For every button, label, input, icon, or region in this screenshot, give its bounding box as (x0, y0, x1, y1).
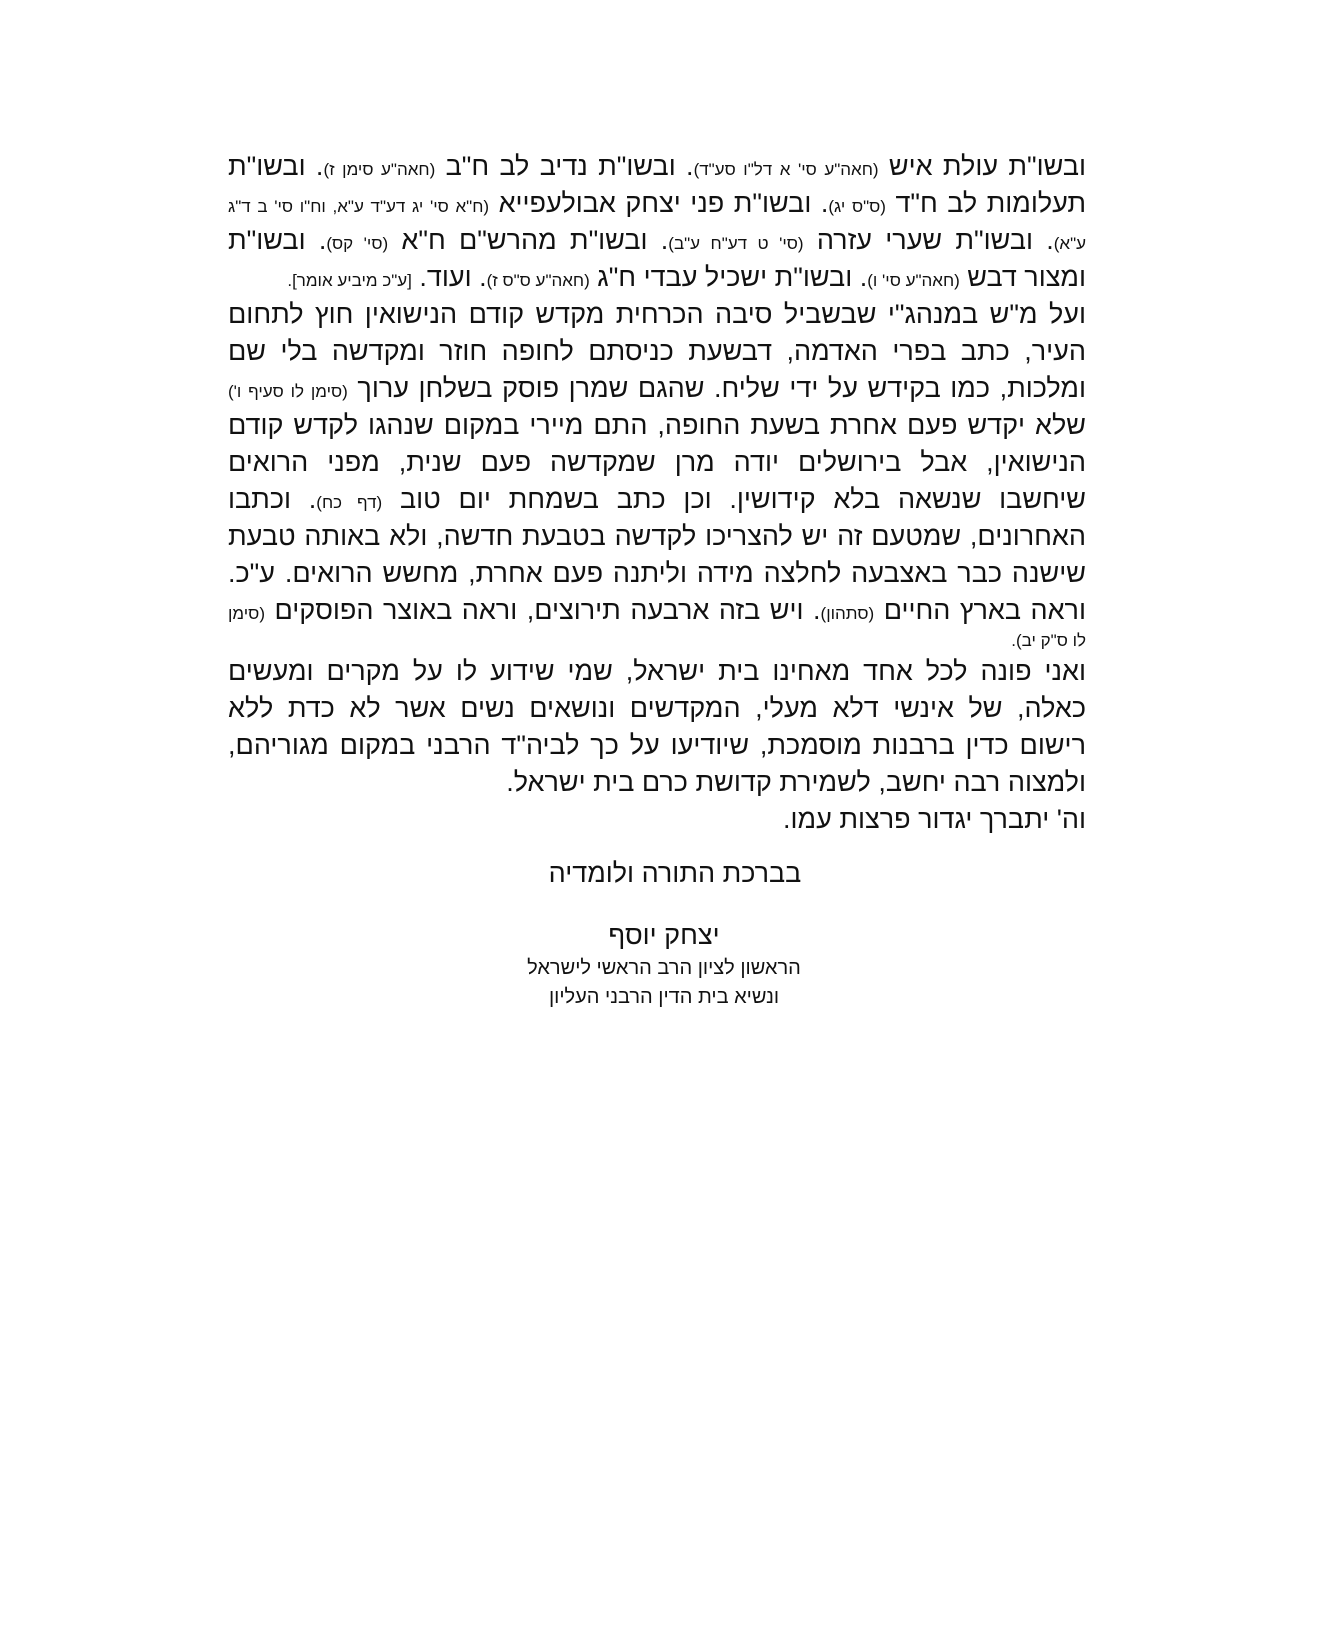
text-line: ובשו"ת עולת איש (חאה"ע סי' א דל"ו סע"ד). ובשו"ת נדיב לב ח"ב (חאה"ע סימן ז). ובשו"ת (228, 151, 1086, 181)
text-line: האחרונים, שמטעם זה יש להצריכו לקדשה בטבעת חדשה, ולא באותה טבעת (228, 521, 1086, 551)
text-line: תעלומות לב ח"ד (ס"ס יג). ובשו"ת פני יצחק אבולעפייא (ח"א סי' יג דע"ד ע"א, וח"ו סי' ב ד"ג (228, 188, 1087, 218)
signature-title: הראשון לציון הרב הראשי לישראל (527, 957, 801, 979)
text-line: הנישואין, אבל בירושלים יודה מרן שמקדשה פעם שנית, מפני הרואים (228, 447, 1086, 477)
closing-blessing: בברכת התורה ולומדיה (548, 858, 802, 888)
text-line: ע"א). ובשו"ת שערי עזרה (סי' ט דע"ח ע"ב). ובשו"ת מהרש"ם ח"א (סי' קס). ובשו"ת (228, 225, 1087, 255)
signature-name: יצחק יוסף (608, 920, 720, 950)
text-line: כאלה, של אינשי דלא מעלי, המקדשים ונושאים נשים אשר לא כדת ללא (228, 693, 1086, 723)
text-line: שלא יקדש פעם אחרת בשעת החופה, התם מיירי במקום שנהגו לקדש קודם (228, 410, 1086, 440)
text-line: ולמצוה רבה יחשב, לשמירת קדושת כרם בית ישראל. (506, 767, 1086, 797)
document-body (228, 148, 1086, 838)
signature-title: ונשיא בית הדין הרבני העליון (548, 986, 780, 1008)
text-line: רישום כדין ברבנות מוסמכת, שיודיעו על כך לביה"ד הרבני במקום מגוריהם, (228, 730, 1086, 760)
text-line: לו ס"ק יב). (1011, 631, 1086, 650)
text-line: שישנה כבר באצבעה לחלצה מידה וליתנה פעם אחרת, מחשש הרואים. ע"כ. (228, 558, 1086, 588)
text-line: שיחשבו שנשאה בלא קידושין. וכן כתב בשמחת יום טוב (דף כח). וכתבו (228, 484, 1086, 514)
text-line: ועל מ"ש במנהג"י שבשביל סיבה הכרחית מקדש קודם הנישואין חוץ לתחום (228, 299, 1086, 329)
text-line: העיר, כתב בפרי האדמה, דבשעת כניסתם לחופה חוזר ומקדשה בלי שם (228, 336, 1086, 366)
text-line: וה' יתברך יגדור פרצות עמו. (783, 804, 1086, 834)
text-line: וראה בארץ החיים (סתהון). ויש בזה ארבעה תירוצים, וראה באוצר הפוסקים (סימן (228, 595, 1086, 625)
text-line: ואני פונה לכל אחד מאחינו בית ישראל, שמי שידוע לו על מקרים ומעשים (228, 656, 1086, 686)
text-line: ומלכות, כמו בקידש על ידי שליח. שהגם שמרן פוסק בשלחן ערוך (סימן לו סעיף ו') (228, 373, 1086, 403)
text-line: ומצור דבש (חאה"ע סי' ו). ובשו"ת ישכיל עבדי ח"ג (חאה"ע ס"ס ז). ועוד. [ע"כ מיביע אומר]. (287, 262, 1086, 292)
